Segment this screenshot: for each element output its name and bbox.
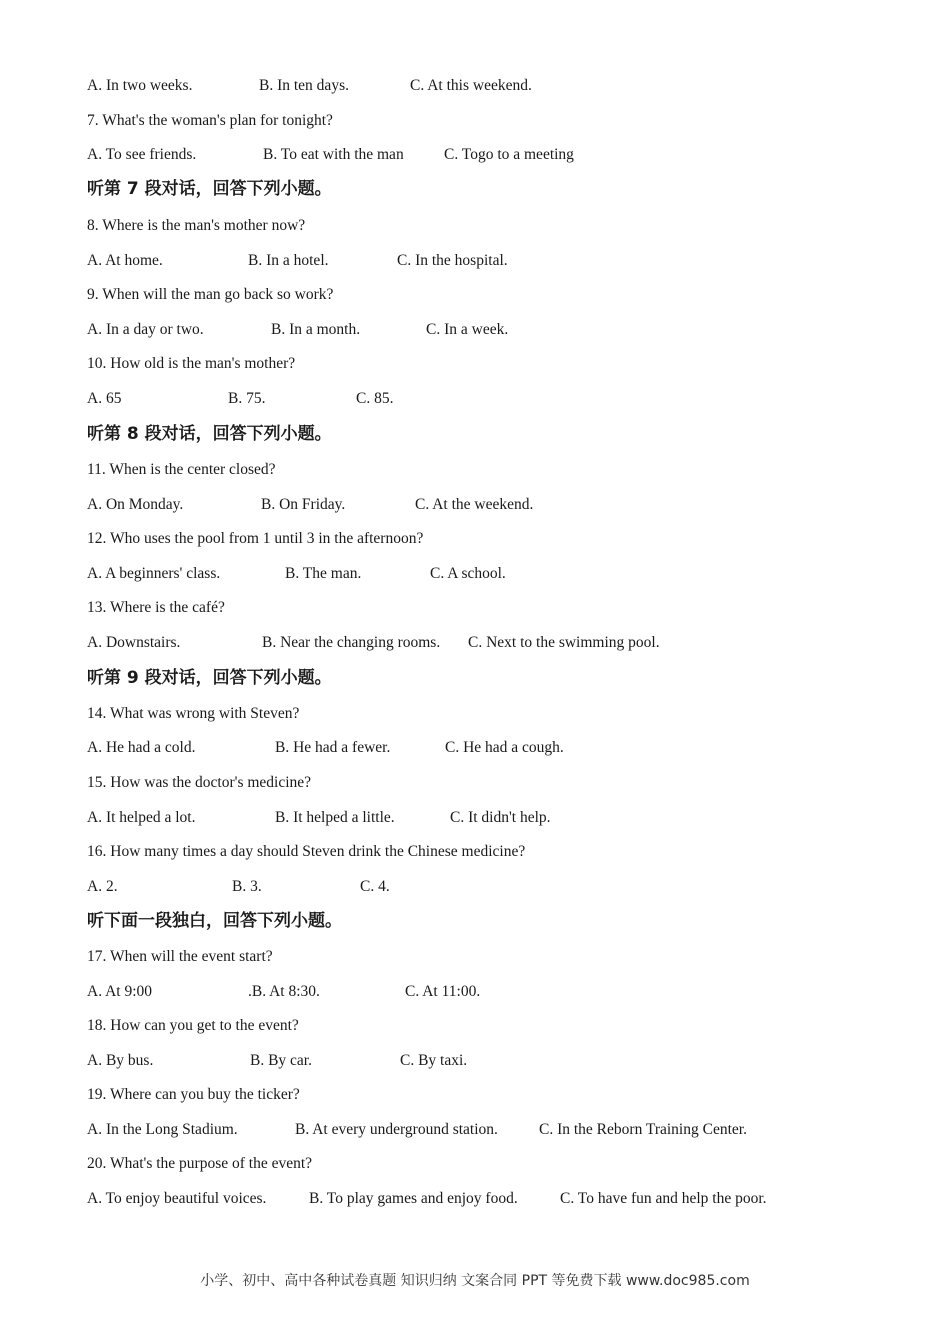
answer-option-c: C. To have fun and help the poor. bbox=[560, 1190, 767, 1207]
answer-option-a: A. At 9:00 bbox=[87, 983, 153, 1000]
answer-options bbox=[87, 320, 907, 340]
answer-option-a: A. It helped a lot. bbox=[87, 809, 196, 826]
answer-option-a: A. By bus. bbox=[87, 1052, 154, 1069]
answer-option-c: C. He had a cough. bbox=[445, 739, 564, 756]
answer-options bbox=[87, 982, 907, 1002]
answer-option-c: C. At this weekend. bbox=[410, 77, 532, 94]
answer-option-b: B. It helped a little. bbox=[275, 809, 395, 826]
answer-option-a: A. To see friends. bbox=[87, 146, 197, 163]
answer-option-c: C. 85. bbox=[356, 390, 394, 407]
question-text: 17. When will the event start? bbox=[87, 948, 273, 965]
answer-option-a: A. He had a cold. bbox=[87, 739, 196, 756]
answer-option-c: C. At 11:00. bbox=[405, 983, 481, 1000]
answer-option-a: A. Downstairs. bbox=[87, 634, 181, 651]
answer-option-a: A. On Monday. bbox=[87, 496, 184, 513]
question-text: 10. How old is the man's mother? bbox=[87, 355, 296, 372]
question-text: 9. When will the man go back so work? bbox=[87, 286, 334, 303]
question-text: 14. What was wrong with Steven? bbox=[87, 705, 300, 722]
answer-option-b: B. On Friday. bbox=[261, 496, 346, 513]
section-heading: 听第 8 段对话，回答下列小题。 bbox=[87, 424, 332, 444]
answer-options bbox=[87, 389, 907, 409]
answer-option-b: B. By car. bbox=[250, 1052, 312, 1069]
answer-options bbox=[87, 564, 907, 584]
answer-option-a: A. 2. bbox=[87, 878, 118, 895]
question-text: 12. Who uses the pool from 1 until 3 in the afternoon? bbox=[87, 530, 424, 547]
answer-option-b: B. To eat with the man bbox=[263, 146, 404, 163]
question-text: 18. How can you get to the event? bbox=[87, 1017, 299, 1034]
question-text: 7. What's the woman's plan for tonight? bbox=[87, 112, 333, 129]
answer-option-c: C. By taxi. bbox=[400, 1052, 468, 1069]
answer-option-a: A. 65 bbox=[87, 390, 122, 407]
answer-option-b: B. In a hotel. bbox=[248, 252, 329, 269]
answer-options bbox=[87, 251, 907, 271]
answer-options bbox=[87, 1189, 907, 1209]
answer-options bbox=[87, 1051, 907, 1071]
answer-option-a: A. A beginners' class. bbox=[87, 565, 221, 582]
page-footer: 小学、初中、高中各种试卷真题 知识归纳 文案合同 PPT 等免费下载 www.doc985.com bbox=[200, 1273, 750, 1289]
answer-option-c: C. It didn't help. bbox=[450, 809, 551, 826]
question-text: 8. Where is the man's mother now? bbox=[87, 217, 306, 234]
answer-options bbox=[87, 808, 907, 828]
answer-option-b: B. 75. bbox=[228, 390, 266, 407]
answer-options bbox=[87, 495, 907, 515]
answer-option-c: C. In a week. bbox=[426, 321, 509, 338]
answer-option-b: B. To play games and enjoy food. bbox=[309, 1190, 518, 1207]
answer-options bbox=[87, 738, 907, 758]
answer-option-b: .B. At 8:30. bbox=[248, 983, 320, 1000]
answer-option-a: A. At home. bbox=[87, 252, 163, 269]
answer-option-b: B. He had a fewer. bbox=[275, 739, 391, 756]
answer-options bbox=[87, 145, 907, 165]
answer-option-c: C. In the Reborn Training Center. bbox=[539, 1121, 747, 1138]
question-text: 19. Where can you buy the ticker? bbox=[87, 1086, 300, 1103]
answer-options bbox=[87, 633, 907, 653]
answer-options bbox=[87, 76, 907, 96]
answer-options bbox=[87, 877, 907, 897]
answer-option-b: B. At every underground station. bbox=[295, 1121, 498, 1138]
answer-option-b: B. 3. bbox=[232, 878, 262, 895]
answer-option-c: C. Togo to a meeting bbox=[444, 146, 574, 163]
answer-option-a: A. In the Long Stadium. bbox=[87, 1121, 238, 1138]
answer-option-b: B. Near the changing rooms. bbox=[262, 634, 441, 651]
section-heading: 听下面一段独白，回答下列小题。 bbox=[87, 911, 342, 931]
answer-option-a: A. To enjoy beautiful voices. bbox=[87, 1190, 267, 1207]
answer-option-c: C. At the weekend. bbox=[415, 496, 534, 513]
answer-option-a: A. In a day or two. bbox=[87, 321, 204, 338]
answer-option-c: C. Next to the swimming pool. bbox=[468, 634, 660, 651]
section-heading: 听第 7 段对话，回答下列小题。 bbox=[87, 179, 332, 199]
question-text: 11. When is the center closed? bbox=[87, 461, 276, 478]
section-heading: 听第 9 段对话，回答下列小题。 bbox=[87, 668, 332, 688]
question-text: 16. How many times a day should Steven drink the Chinese medicine? bbox=[87, 843, 526, 860]
answer-option-a: A. In two weeks. bbox=[87, 77, 193, 94]
answer-option-b: B. The man. bbox=[285, 565, 362, 582]
answer-option-b: B. In a month. bbox=[271, 321, 361, 338]
answer-options bbox=[87, 1120, 907, 1140]
answer-option-c: C. 4. bbox=[360, 878, 390, 895]
answer-option-b: B. In ten days. bbox=[259, 77, 349, 94]
answer-option-c: C. A school. bbox=[430, 565, 506, 582]
question-text: 13. Where is the café? bbox=[87, 599, 225, 616]
question-text: 20. What's the purpose of the event? bbox=[87, 1155, 313, 1172]
question-text: 15. How was the doctor's medicine? bbox=[87, 774, 312, 791]
answer-option-c: C. In the hospital. bbox=[397, 252, 508, 269]
